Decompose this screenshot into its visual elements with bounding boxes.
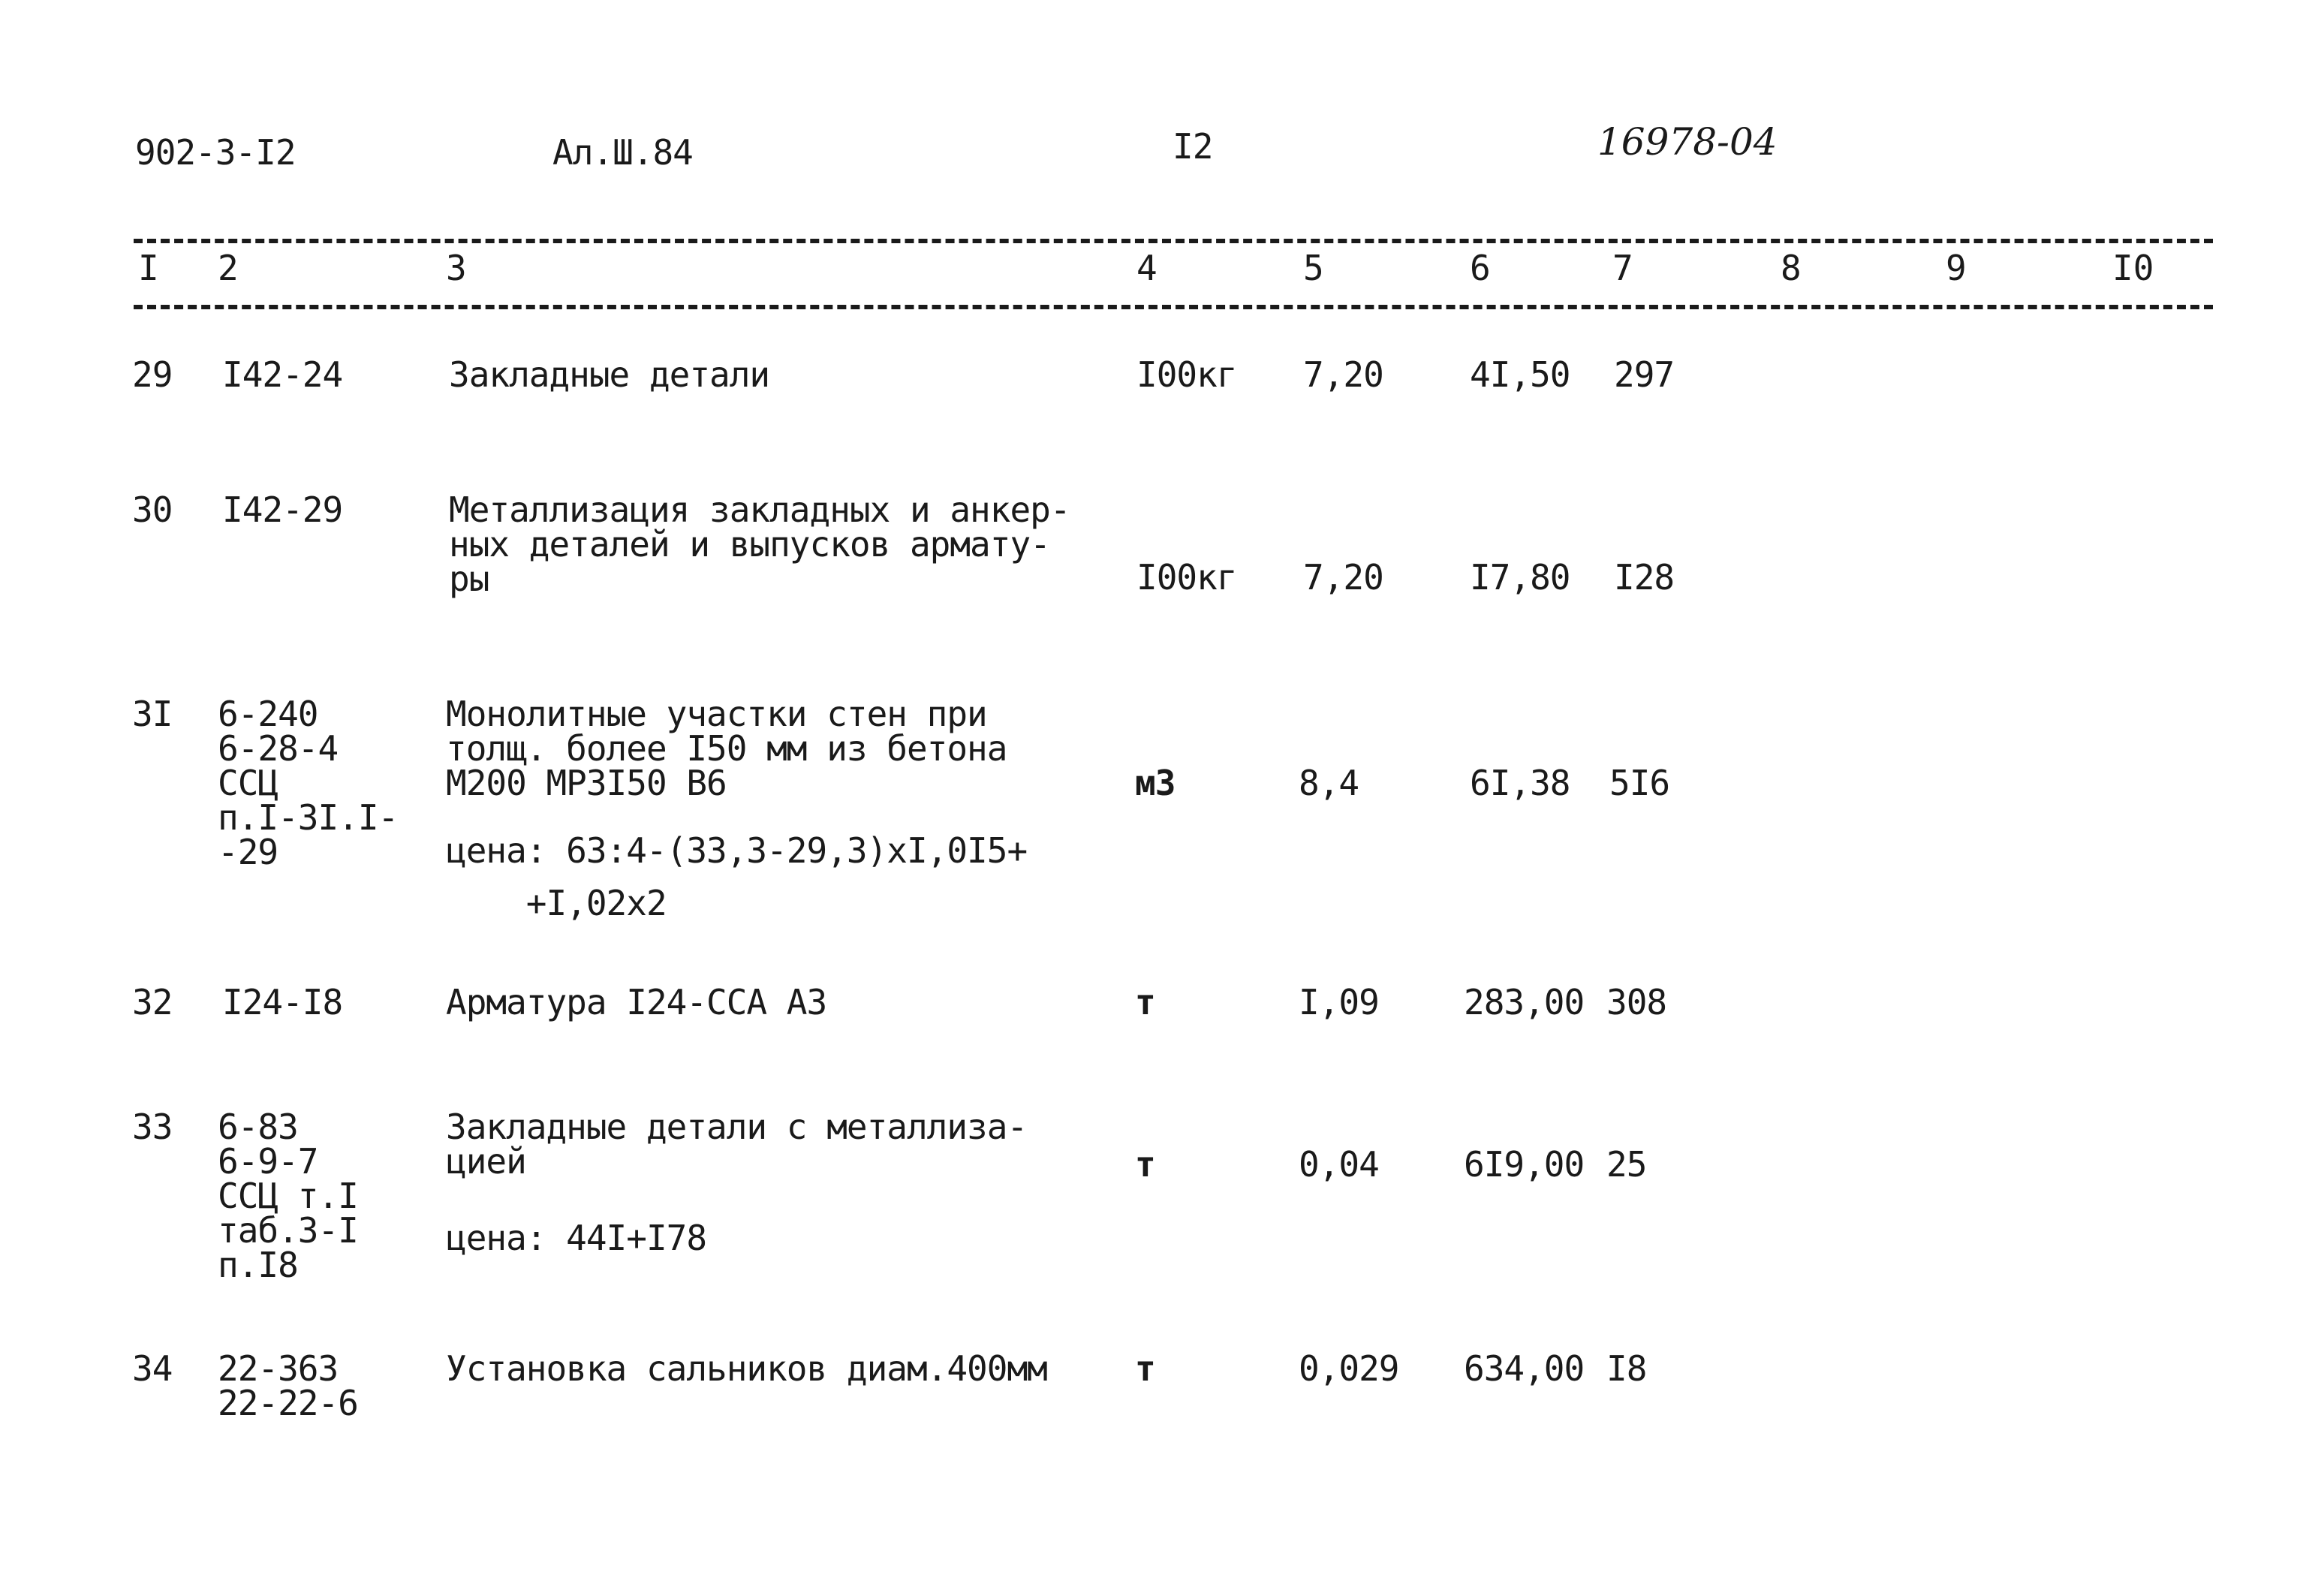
column-header-6: 6 <box>1470 248 1491 288</box>
work-description: Монолитные участки стен при толщ. более I50 мм из бетона М200 МРЗI50 В6 <box>446 694 1007 803</box>
column-header-5: 5 <box>1303 248 1324 288</box>
unit: т <box>1135 982 1155 1022</box>
unit-price: 283,00 <box>1464 982 1585 1022</box>
work-description: Закладные детали <box>449 354 770 395</box>
column-header-7: 7 <box>1612 248 1633 288</box>
doc-code: 902-3-I2 <box>135 132 296 173</box>
unit: м3 <box>1135 763 1176 803</box>
unit-price: 634,00 <box>1464 1348 1585 1389</box>
unit: I00кг <box>1136 354 1237 395</box>
total-cost: 25 <box>1606 1144 1647 1185</box>
column-header-4: 4 <box>1136 248 1158 288</box>
album-number: Ал.Ш.84 <box>552 132 693 173</box>
total-cost: 297 <box>1614 354 1675 395</box>
price-note: цена: 63:4-(33,3-29,3)хI,0I5+ +I,02х2 <box>446 830 1028 923</box>
row-number: 30 <box>132 489 173 530</box>
price-note: цена: 44I+I78 <box>446 1218 707 1258</box>
quantity: 8,4 <box>1299 763 1359 803</box>
column-header-2: 2 <box>218 248 239 288</box>
work-description: Установка сальников диам.400мм <box>446 1348 1047 1389</box>
unit-price: 4I,50 <box>1470 354 1570 395</box>
quantity: I,09 <box>1299 982 1379 1022</box>
work-description: Арматура I24-ССА А3 <box>446 982 827 1022</box>
quantity: 7,20 <box>1303 557 1383 598</box>
row-number: 33 <box>132 1107 173 1147</box>
quantity: 0,04 <box>1299 1144 1379 1185</box>
column-header-10: I0 <box>2112 248 2154 288</box>
total-cost: I28 <box>1614 557 1675 598</box>
unit-price: I7,80 <box>1470 557 1570 598</box>
page-number: I2 <box>1173 126 1213 167</box>
norm-code: I42-29 <box>222 489 343 530</box>
table-header-bottom-rule <box>134 305 2213 309</box>
unit-price: 6I,38 <box>1470 763 1570 803</box>
row-number: 32 <box>132 982 173 1022</box>
work-description: Закладные детали с металлиза- цией <box>446 1107 1028 1182</box>
total-cost: 308 <box>1606 982 1667 1022</box>
norm-code: 6-240 6-28-4 ССЦ п.I-3I.I- -29 <box>218 694 399 872</box>
unit: т <box>1135 1348 1155 1389</box>
row-number: 3I <box>132 694 173 734</box>
unit: т <box>1135 1144 1155 1185</box>
norm-code: I42-24 <box>222 354 343 395</box>
column-header-9: 9 <box>1946 248 1967 288</box>
table-top-rule <box>134 239 2213 243</box>
norm-code: 6-83 6-9-7 ССЦ т.I таб.3-I п.I8 <box>218 1107 358 1285</box>
row-number: 34 <box>132 1348 173 1389</box>
unit: I00кг <box>1136 557 1237 598</box>
column-header-8: 8 <box>1781 248 1802 288</box>
row-number: 29 <box>132 354 173 395</box>
column-header-1: I <box>138 248 159 288</box>
total-cost: I8 <box>1606 1348 1647 1389</box>
quantity: 0,029 <box>1299 1348 1399 1389</box>
total-cost: 5I6 <box>1609 763 1670 803</box>
unit-price: 6I9,00 <box>1464 1144 1585 1185</box>
work-description: Металлизация закладных и анкер- ных деталей и выпусков армату- ры <box>449 489 1070 599</box>
quantity: 7,20 <box>1303 354 1383 395</box>
norm-code: I24-I8 <box>222 982 343 1022</box>
handwritten-number: 16978-04 <box>1597 120 1778 164</box>
column-header-3: 3 <box>446 248 467 288</box>
norm-code: 22-363 22-22-6 <box>218 1348 358 1423</box>
